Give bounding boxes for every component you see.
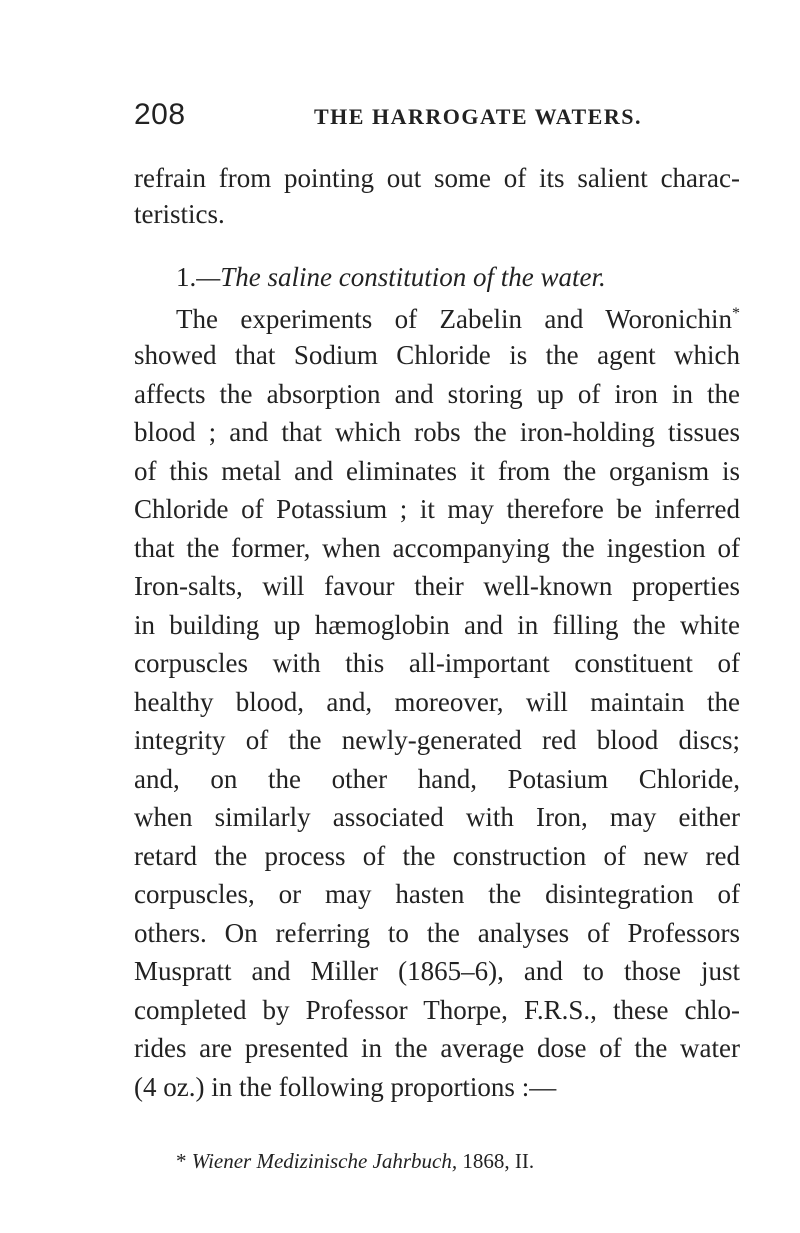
text-line: of this metal and eliminates it from the organism is [134,455,740,486]
footnote-title: Wiener Medizinische Jahrbuch, [191,1149,458,1173]
text-line [176,304,740,335]
text-line: completed by Professor Thorpe, F.R.S., these chlo- [134,994,740,1025]
running-head: THE HARROGATE WATERS. [314,104,642,129]
text-line: corpuscles with this all-important constituent of [134,648,740,678]
page-header [134,98,740,138]
text-line: that the former, when accompanying the ingestion of [134,532,740,563]
text-line: retard the process of the construction of new red [134,840,740,871]
text-line-last: (4 oz.) in the following proportions :— [134,1071,557,1102]
text-line: showed that Sodium Chloride is the agent which [134,340,740,370]
text-line: blood ; and that which robs the iron-holding tissues [134,417,740,447]
text-line: Muspratt and Miller (1865–6), and to those just [134,956,740,986]
text-line: in building up hæmoglobin and in filling the white [134,609,740,640]
page-number: 208 [134,98,186,131]
text-line: rides are presented in the average dose of the water [134,1033,740,1063]
text-line: Chloride of Potassium ; it may therefore be inferred [134,494,740,524]
text-line: healthy blood, and, moreover, will maintain the [134,686,740,717]
footnote [176,1149,534,1174]
text-line: Iron-salts, will favour their well-known properties [134,571,740,601]
text-line: corpuscles, or may hasten the disintegration of [134,879,740,909]
text-line: teristics. [134,199,225,229]
footnote-mark: * [176,1149,187,1173]
section-number: 1. [176,262,197,292]
text-line: refrain from pointing out some of its salient charac- [134,163,740,193]
text-line: when similarly associated with Iron, may either [134,802,740,832]
text-span: The experiments of Zabelin and Woronichin [176,304,732,334]
section-heading [176,262,740,293]
text-line: and, on the other hand, Potasium Chloride, [134,763,740,794]
text-line: affects the absorption and storing up of iron in the [134,378,740,409]
footnote-detail: 1868, II. [462,1149,535,1173]
section-title: —The saline constitution of the water. [196,262,606,292]
text-line: integrity of the newly-generated red blood discs; [134,725,740,755]
text-line: others. On referring to the analyses of Professors [134,917,740,948]
footnote-marker: * [732,305,740,322]
